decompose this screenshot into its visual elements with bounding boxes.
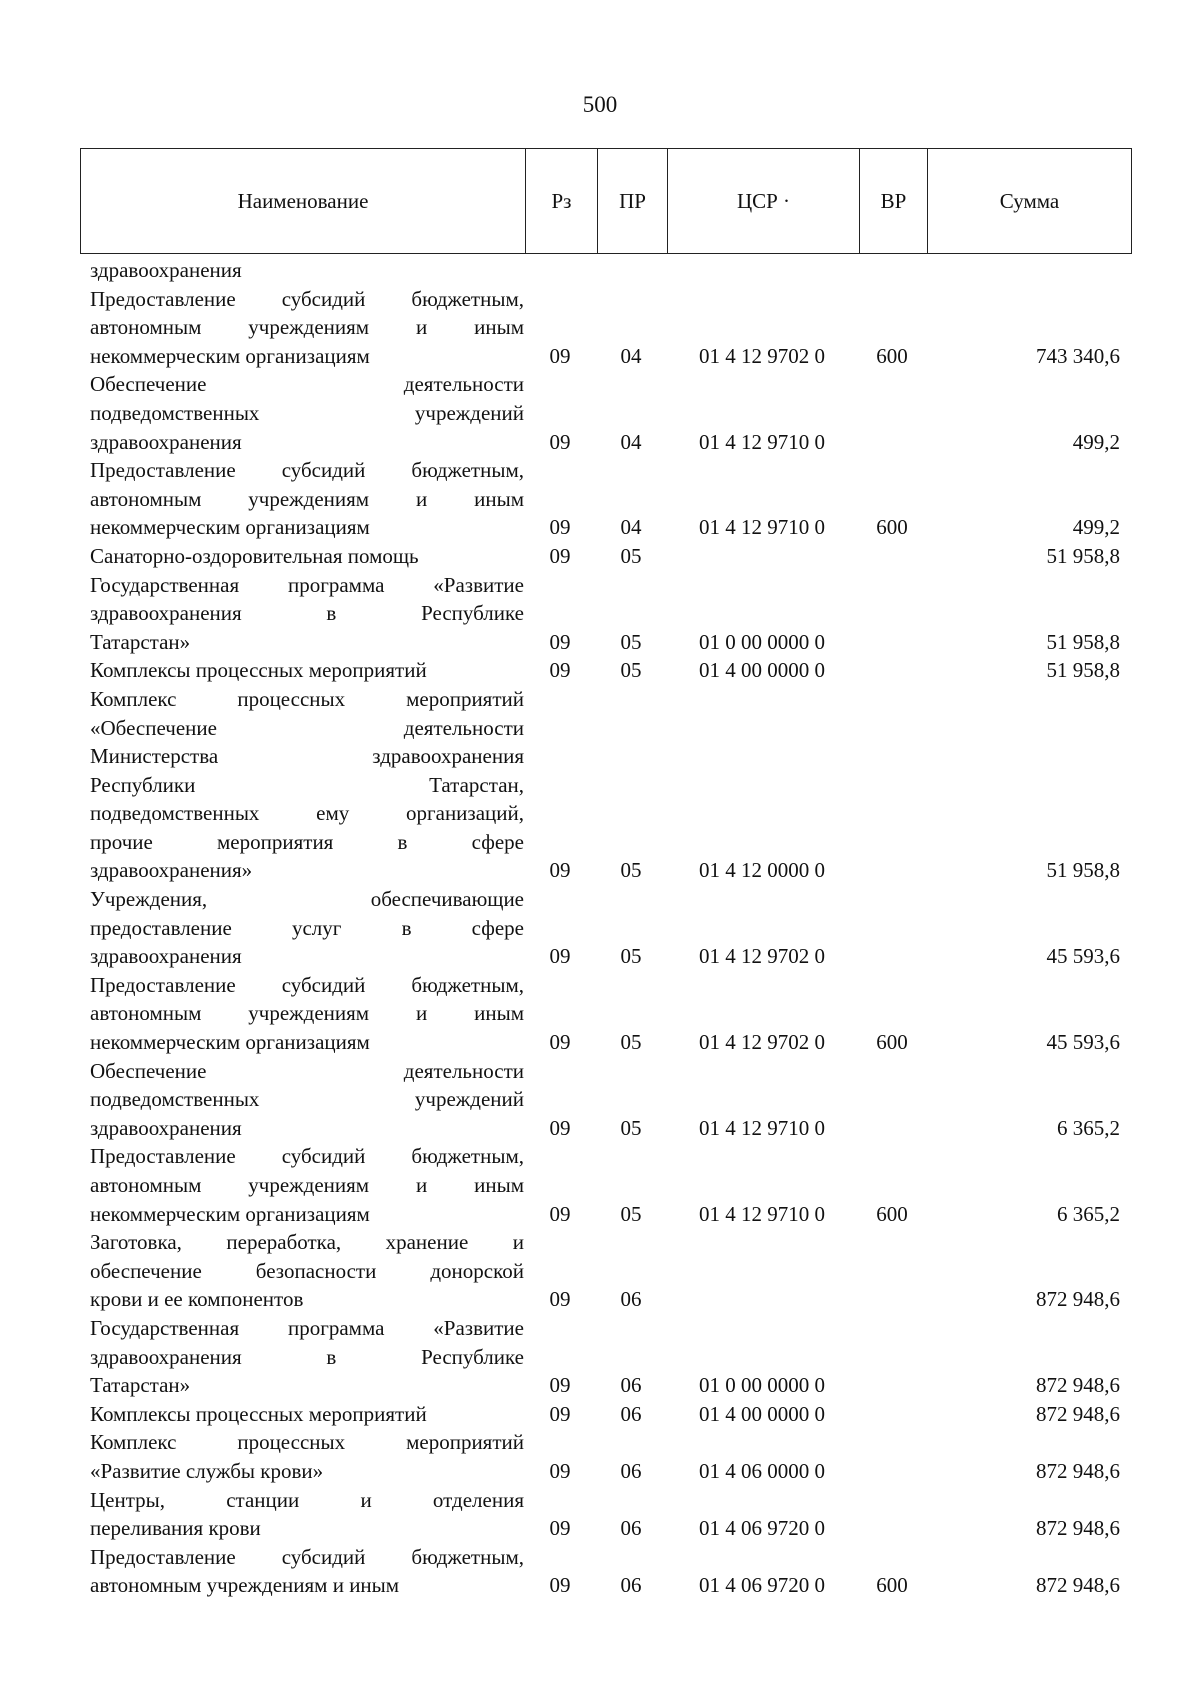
table-row bbox=[80, 971, 1132, 1057]
row-csr: 01 4 06 9720 0 bbox=[699, 1516, 825, 1541]
table-row bbox=[80, 885, 1132, 971]
row-name bbox=[80, 370, 524, 456]
row-name-line: крови и ее компонентов bbox=[90, 1287, 304, 1312]
row-pr: 06 bbox=[620, 1287, 642, 1312]
row-vr: 600 bbox=[876, 1030, 908, 1055]
table-row bbox=[80, 685, 1132, 885]
column-header-vr: ВР bbox=[859, 149, 927, 253]
row-vr: 600 bbox=[876, 343, 908, 368]
row-csr: 01 4 12 9702 0 bbox=[699, 1030, 825, 1055]
row-rz: 09 bbox=[549, 1458, 571, 1483]
row-pr: 05 bbox=[620, 658, 642, 683]
row-name-line: здравоохранения в Республике bbox=[90, 601, 524, 626]
row-rz: 09 bbox=[549, 1373, 571, 1398]
row-pr: 05 bbox=[620, 629, 642, 654]
table-row bbox=[80, 1057, 1132, 1143]
row-sum: 6 365,2 bbox=[1057, 1201, 1120, 1226]
row-name-line: предоставление услуг в сфере bbox=[90, 915, 524, 940]
row-name-line: автономным учреждениям и иным bbox=[90, 1173, 524, 1197]
row-name-line: здравоохранения в Республике bbox=[90, 1344, 524, 1369]
row-name-line: Учреждения, обеспечивающие bbox=[90, 887, 524, 912]
row-name-line: здравоохранения bbox=[90, 258, 242, 282]
column-header-sum: Сумма bbox=[927, 149, 1131, 253]
row-name bbox=[80, 685, 524, 885]
row-sum: 872 948,6 bbox=[1036, 1573, 1120, 1598]
row-name bbox=[80, 456, 524, 542]
row-rz: 09 bbox=[549, 1115, 571, 1140]
row-name-line: Санаторно-оздоровительная помощь bbox=[90, 543, 419, 568]
column-header-rz: Рз bbox=[525, 149, 597, 253]
row-name bbox=[80, 1400, 524, 1429]
table-row bbox=[80, 1228, 1132, 1314]
table-body bbox=[80, 256, 1132, 1600]
row-name-line: подведомственных учреждений bbox=[90, 400, 524, 425]
row-csr: 01 4 00 0000 0 bbox=[699, 658, 825, 683]
row-name-line: автономным учреждениям и иным bbox=[90, 315, 524, 340]
table-row bbox=[80, 1486, 1132, 1543]
row-name bbox=[80, 1543, 524, 1600]
row-pr: 04 bbox=[620, 429, 642, 454]
row-name-line: Государственная программа «Развитие bbox=[90, 1315, 524, 1340]
row-pr: 06 bbox=[620, 1401, 642, 1426]
row-csr: 01 4 12 9702 0 bbox=[699, 343, 825, 368]
row-name-line: здравоохранения bbox=[90, 1115, 242, 1140]
row-name bbox=[80, 256, 524, 285]
row-name-line: автономным учреждениям и иным bbox=[90, 486, 524, 511]
row-pr: 06 bbox=[620, 1516, 642, 1541]
row-name-line: Заготовка, переработка, хранение и bbox=[90, 1230, 524, 1255]
table-row bbox=[80, 1314, 1132, 1400]
row-csr: 01 4 12 0000 0 bbox=[699, 858, 825, 883]
row-name bbox=[80, 1428, 524, 1485]
row-sum: 872 948,6 bbox=[1036, 1373, 1120, 1398]
row-csr: 01 0 00 0000 0 bbox=[699, 1373, 825, 1398]
table-row bbox=[80, 542, 1132, 571]
row-rz: 09 bbox=[549, 429, 571, 454]
row-csr: 01 4 12 9710 0 bbox=[699, 1115, 825, 1140]
row-name bbox=[80, 571, 524, 657]
row-name bbox=[80, 1486, 524, 1543]
row-sum: 51 958,8 bbox=[1046, 629, 1120, 654]
row-name-line: Предоставление субсидий бюджетным, bbox=[90, 1144, 524, 1169]
row-pr: 04 bbox=[620, 515, 642, 540]
row-sum: 6 365,2 bbox=[1057, 1115, 1120, 1140]
row-pr: 06 bbox=[620, 1573, 642, 1598]
row-rz: 09 bbox=[549, 858, 571, 883]
row-sum: 872 948,6 bbox=[1036, 1401, 1120, 1426]
row-name bbox=[80, 885, 524, 971]
row-name-line: Министерства здравоохранения bbox=[90, 744, 524, 769]
column-header-pr: ПР bbox=[597, 149, 667, 253]
row-csr: 01 4 12 9710 0 bbox=[699, 1201, 825, 1226]
table-row bbox=[80, 285, 1132, 371]
row-name-line: Предоставление субсидий бюджетным, bbox=[90, 458, 524, 483]
row-csr: 01 4 06 0000 0 bbox=[699, 1458, 825, 1483]
row-name-line: автономным учреждениям и иным bbox=[90, 1001, 524, 1026]
row-pr: 06 bbox=[620, 1373, 642, 1398]
row-name bbox=[80, 1057, 524, 1143]
row-name-line: некоммерческим организациям bbox=[90, 1030, 370, 1055]
row-name-line: «Развитие службы крови» bbox=[90, 1458, 324, 1483]
row-name-line: некоммерческим организациям bbox=[90, 1201, 370, 1226]
row-sum: 499,2 bbox=[1072, 515, 1120, 540]
row-sum: 45 593,6 bbox=[1046, 944, 1120, 969]
row-name-line: Комплексы процессных мероприятий bbox=[90, 658, 427, 683]
row-name-line: Комплекс процессных мероприятий bbox=[90, 686, 524, 711]
row-name-line: Обеспечение деятельности bbox=[90, 1058, 524, 1083]
row-name-line: некоммерческим организациям bbox=[90, 343, 370, 368]
row-sum: 51 958,8 bbox=[1046, 543, 1120, 568]
row-rz: 09 bbox=[549, 1030, 571, 1055]
row-name-line: Центры, станции и отделения bbox=[90, 1487, 524, 1512]
row-vr: 600 bbox=[876, 515, 908, 540]
row-name bbox=[80, 1314, 524, 1400]
row-name-line: переливания крови bbox=[90, 1516, 261, 1541]
row-name-line: автономным учреждениям и иным bbox=[90, 1573, 400, 1598]
row-name-line: Государственная программа «Развитие bbox=[90, 572, 524, 597]
row-csr: 01 4 12 9702 0 bbox=[699, 944, 825, 969]
row-rz: 09 bbox=[549, 658, 571, 683]
row-rz: 09 bbox=[549, 1573, 571, 1598]
table-row bbox=[80, 571, 1132, 657]
page-number: 500 bbox=[582, 92, 618, 117]
table-row bbox=[80, 1428, 1132, 1485]
row-pr: 05 bbox=[620, 543, 642, 568]
row-name-line: Комплекс процессных мероприятий bbox=[90, 1430, 524, 1455]
table-row bbox=[80, 1400, 1132, 1429]
row-pr: 04 bbox=[620, 343, 642, 368]
row-pr: 05 bbox=[620, 858, 642, 883]
table-row bbox=[80, 1543, 1132, 1600]
row-name bbox=[80, 1142, 524, 1228]
row-rz: 09 bbox=[549, 944, 571, 969]
table-row bbox=[80, 1142, 1132, 1228]
row-rz: 09 bbox=[549, 1401, 571, 1426]
row-name-line: «Обеспечение деятельности bbox=[90, 715, 524, 740]
table-row bbox=[80, 370, 1132, 456]
table-header bbox=[80, 148, 1132, 254]
row-sum: 499,2 bbox=[1072, 429, 1120, 454]
row-sum: 872 948,6 bbox=[1036, 1458, 1120, 1483]
row-pr: 05 bbox=[620, 1201, 642, 1226]
row-name-line: Предоставление субсидий бюджетным, bbox=[90, 972, 524, 997]
row-name bbox=[80, 656, 524, 685]
row-csr: 01 4 06 9720 0 bbox=[699, 1573, 825, 1598]
column-header-name: Наименование bbox=[237, 188, 369, 213]
row-name-line: прочие мероприятия в сфере bbox=[90, 829, 524, 854]
row-name-line: Республики Татарстан, bbox=[90, 772, 524, 797]
row-name-line: подведомственных ему организаций, bbox=[90, 801, 524, 826]
row-rz: 09 bbox=[549, 1516, 571, 1541]
row-sum: 872 948,6 bbox=[1036, 1287, 1120, 1312]
row-name-line: здравоохранения bbox=[90, 429, 242, 454]
row-vr: 600 bbox=[876, 1201, 908, 1226]
row-name bbox=[80, 285, 524, 371]
row-rz: 09 bbox=[549, 543, 571, 568]
row-name bbox=[80, 542, 524, 571]
row-name-line: Татарстан» bbox=[90, 1373, 191, 1398]
table-row bbox=[80, 256, 1132, 285]
row-pr: 06 bbox=[620, 1458, 642, 1483]
row-pr: 05 bbox=[620, 944, 642, 969]
row-rz: 09 bbox=[549, 629, 571, 654]
row-name-line: Предоставление субсидий бюджетным, bbox=[90, 1544, 524, 1569]
row-csr: 01 4 12 9710 0 bbox=[699, 429, 825, 454]
row-name-line: Обеспечение деятельности bbox=[90, 372, 524, 397]
row-name bbox=[80, 1228, 524, 1314]
table-row bbox=[80, 656, 1132, 685]
row-sum: 872 948,6 bbox=[1036, 1516, 1120, 1541]
row-rz: 09 bbox=[549, 1287, 571, 1312]
row-vr: 600 bbox=[876, 1573, 908, 1598]
row-name-line: Татарстан» bbox=[90, 629, 191, 654]
row-name-line: Комплексы процессных мероприятий bbox=[90, 1401, 427, 1426]
row-rz: 09 bbox=[549, 1201, 571, 1226]
row-name-line: здравоохранения» bbox=[90, 858, 253, 883]
row-name-line: обеспечение безопасности донорской bbox=[90, 1258, 524, 1283]
row-pr: 05 bbox=[620, 1030, 642, 1055]
row-sum: 51 958,8 bbox=[1046, 858, 1120, 883]
row-csr: 01 4 00 0000 0 bbox=[699, 1401, 825, 1426]
row-sum: 45 593,6 bbox=[1046, 1030, 1120, 1055]
row-csr: 01 4 12 9710 0 bbox=[699, 515, 825, 540]
row-pr: 05 bbox=[620, 1115, 642, 1140]
row-rz: 09 bbox=[549, 515, 571, 540]
row-name-line: здравоохранения bbox=[90, 944, 242, 969]
row-rz: 09 bbox=[549, 343, 571, 368]
row-name-line: некоммерческим организациям bbox=[90, 515, 370, 540]
row-name-line: Предоставление субсидий бюджетным, bbox=[90, 286, 524, 311]
row-name bbox=[80, 971, 524, 1057]
row-sum: 51 958,8 bbox=[1046, 658, 1120, 683]
row-sum: 743 340,6 bbox=[1036, 343, 1120, 368]
column-header-csr: ЦСР · bbox=[667, 149, 859, 253]
row-csr: 01 0 00 0000 0 bbox=[699, 629, 825, 654]
row-name-line: подведомственных учреждений bbox=[90, 1087, 524, 1112]
table-row bbox=[80, 456, 1132, 542]
